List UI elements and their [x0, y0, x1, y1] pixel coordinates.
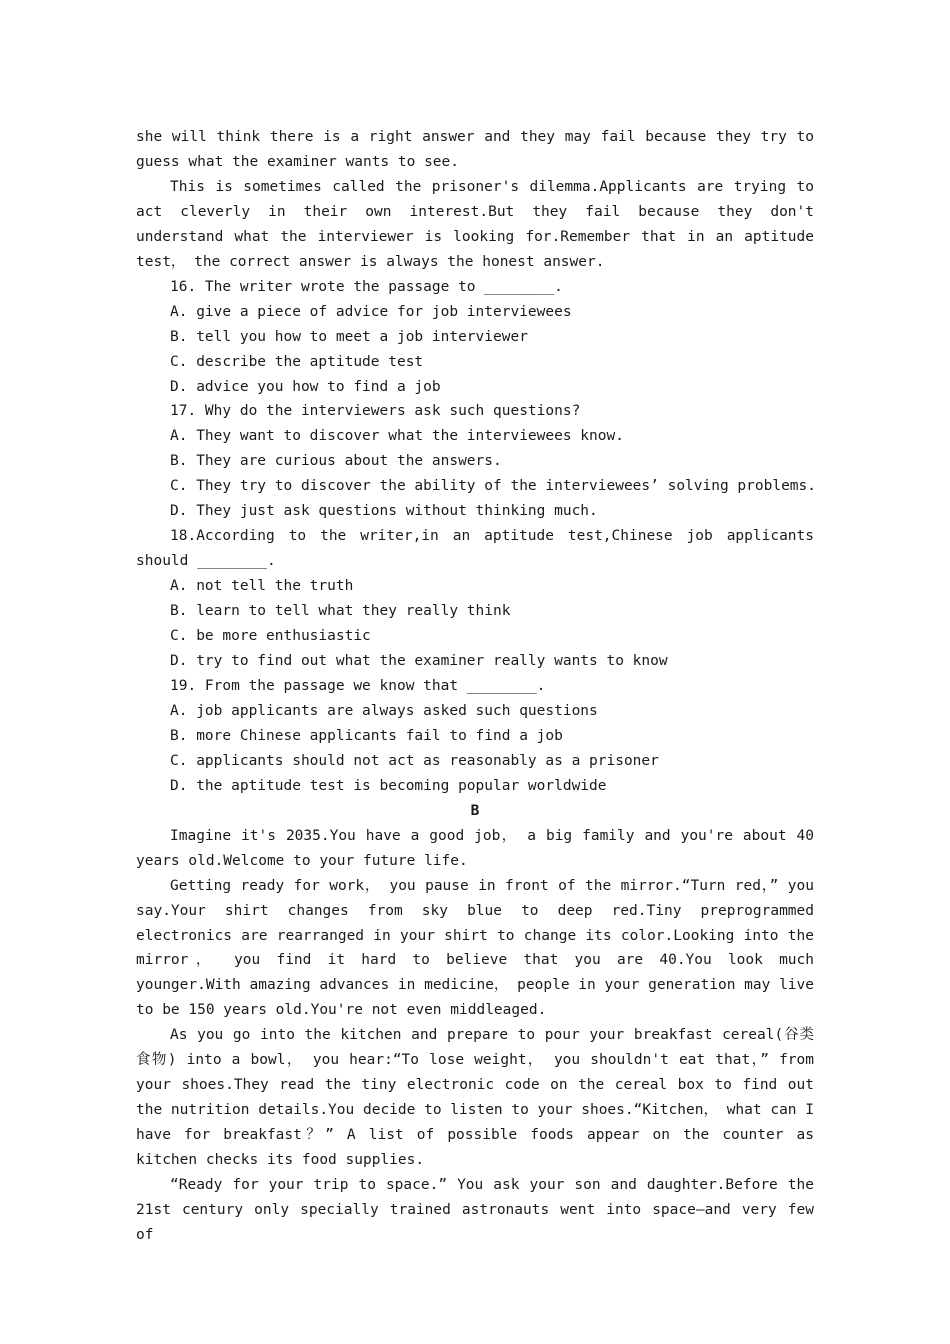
section-heading: B — [470, 802, 480, 819]
option-a: A. give a piece of advice for job interviewees — [170, 303, 572, 320]
passage-continuation: she will think there is a right answer and they may fail because they try to guess what the examiner wants to see. — [136, 129, 814, 170]
section-b-paragraph-1: Imagine it's 2035.You have a good job， a big family and you're about 40 years old.Welcome to your future life. — [136, 827, 814, 869]
section-b-paragraph-3: As you go into the kitchen and prepare to pour your breakfast cereal(谷类食物) into a bowl， you hear:“To lose weight， you shouldn't eat that，” from your shoes.They read the tiny electronic code on the cereal box to find out the nutrition details.You decide to listen to your shoes.“Kitchen， what can I have for breakfast？” A list of possible foods appear on the counter as kitchen checks its food supplies. — [136, 1027, 814, 1169]
option-c: C. describe the aptitude test — [170, 353, 424, 370]
option-c: C. They try to discover the ability of the interviewees’ solving problems. — [170, 478, 817, 495]
section-b-paragraph-4: “Ready for your trip to space.” You ask your son and daughter.Before the 21st century only specially trained astronauts went into space—and very few of — [136, 1177, 814, 1243]
option-b: B. tell you how to meet a job interviewer — [170, 328, 528, 345]
option-d: D. try to find out what the examiner really wants to know — [170, 653, 668, 670]
question-stem: 19. From the passage we know that ________. — [170, 677, 546, 694]
option-a: A. job applicants are always asked such questions — [170, 702, 598, 719]
option-b: B. They are curious about the answers. — [170, 453, 502, 470]
question-18 — [136, 524, 814, 674]
question-stem: 17. Why do the interviewers ask such questions? — [170, 403, 581, 420]
passage-paragraph: This is sometimes called the prisoner's dilemma.Applicants are trying to act cleverly in their own interest.But they fail because they don't understand what the interviewer is looking for.Remember that in an aptitude test， the correct answer is always the honest answer. — [136, 178, 814, 270]
option-a: A. They want to discover what the interviewees know. — [170, 428, 624, 445]
question-19 — [136, 674, 814, 799]
question-17 — [136, 399, 817, 524]
option-d: D. the aptitude test is becoming popular worldwide — [170, 777, 607, 794]
option-b: B. more Chinese applicants fail to find a job — [170, 727, 563, 744]
section-b-paragraph-2: Getting ready for work， you pause in front of the mirror.“Turn red，” you say.Your shirt changes from sky blue to deep red.Tiny preprogrammed electronics are rearranged in your shirt to change its color.Looking into the mirror， you find it hard to believe that you are 40.You look much younger.With amazing advances in medicine， people in your generation may live to be 150 years old.You're not even middleaged. — [136, 877, 814, 1019]
option-c: C. applicants should not act as reasonably as a prisoner — [170, 752, 659, 769]
document-page — [136, 125, 817, 1248]
question-16 — [136, 275, 814, 400]
option-a: A. not tell the truth — [170, 578, 354, 595]
option-b: B. learn to tell what they really think — [170, 603, 511, 620]
option-c: C. be more enthusiastic — [170, 628, 371, 645]
option-d: D. They just ask questions without thinking much. — [170, 503, 598, 520]
question-stem: 16. The writer wrote the passage to ________. — [170, 278, 563, 295]
question-stem: 18.According to the writer,in an aptitude test,Chinese job applicants should ________. — [136, 528, 814, 570]
option-d: D. advice you how to find a job — [170, 378, 441, 395]
